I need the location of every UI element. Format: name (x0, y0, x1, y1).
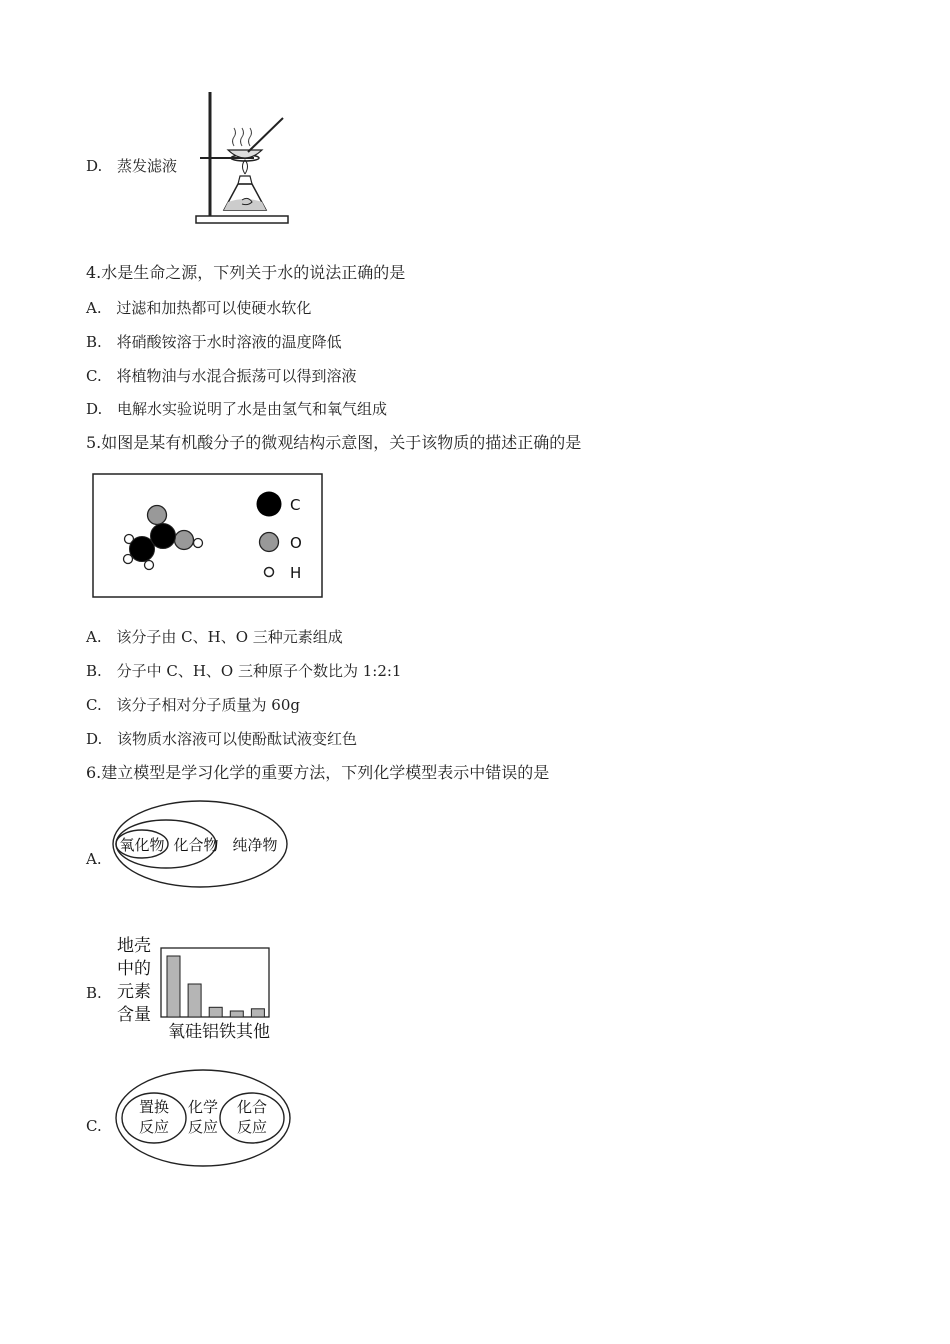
question-5-stem (86, 433, 581, 453)
option-text: 该分子相对分子质量为 60g (116, 696, 300, 714)
option-text: 分子中 C、H、O 三种原子个数比为 1:2:1 (116, 662, 402, 680)
option-letter: A. (86, 299, 102, 317)
evaporation-apparatus-figure (188, 88, 298, 228)
ylabel-line: 地壳 (117, 936, 151, 956)
right-label: 化合 (236, 1098, 268, 1116)
q5-option-b (86, 661, 401, 681)
hydrogen-atom (145, 561, 154, 570)
option-text: 该物质水溶液可以使酚酞试液变红色 (117, 730, 358, 748)
q5-option-a (86, 627, 343, 647)
legend-hydrogen-label: H (290, 564, 302, 582)
question-4-stem (86, 263, 405, 283)
bar-铁 (230, 1011, 243, 1017)
question-6-stem (86, 763, 549, 783)
option-letter: D. (86, 157, 103, 175)
question-text: 如图是某有机酸分子的微观结构示意图，关于该物质的描述正确的是 (101, 433, 582, 452)
bar-氧 (167, 956, 180, 1017)
option-letter: B. (86, 662, 102, 680)
q6-option-b-chart (112, 934, 284, 1044)
option-text: 该分子由 C、H、O 三种元素组成 (116, 628, 343, 646)
ylabel-line: 元素 (117, 982, 151, 1002)
q4-option-b (86, 332, 342, 352)
molecule-model-figure (92, 473, 324, 599)
bar-其他 (251, 1009, 264, 1017)
inner-label: 氧化物 (119, 836, 165, 854)
question-text: 建立模型是学习化学的重要方法，下列化学模型表示中错误的是 (101, 763, 550, 782)
bar-硅 (188, 984, 201, 1017)
middle-label: 化合物 (173, 836, 219, 854)
legend-oxygen-label: O (290, 534, 302, 552)
option-letter: B. (86, 333, 102, 351)
question-text: 水是生命之源，下列关于水的说法正确的是 (101, 263, 406, 282)
center-label: 反应 (187, 1118, 219, 1136)
q4-option-d (86, 399, 387, 419)
q5-option-c (86, 695, 300, 715)
q6-option-a-letter: A. (86, 850, 102, 868)
legend-carbon-swatch (257, 492, 282, 517)
question-number: 6. (86, 763, 102, 782)
ylabel-line: 含量 (117, 1005, 151, 1025)
ylabel-line: 中的 (117, 959, 151, 979)
question-number: 4. (86, 263, 102, 282)
option-text: 电解水实验说明了水是由氢气和氧气组成 (117, 400, 388, 418)
bar-铝 (209, 1007, 222, 1017)
center-label: 化学 (187, 1098, 219, 1116)
carbon-atom (151, 524, 176, 549)
option-letter: D. (86, 730, 103, 748)
q6-option-a-figure (110, 798, 292, 892)
q4-option-c (86, 366, 357, 386)
oxygen-atom (148, 506, 167, 525)
left-label: 反应 (138, 1118, 170, 1136)
q6-option-b-letter: B. (86, 984, 102, 1002)
oxygen-atom (175, 531, 194, 550)
option-text: 蒸发滤液 (117, 157, 178, 175)
category-labels: 氧硅铝铁其他 (168, 1022, 270, 1042)
outer-label: 纯净物 (232, 836, 278, 854)
left-label: 置换 (138, 1098, 170, 1116)
option-text: 将硝酸铵溶于水时溶液的温度降低 (116, 333, 342, 351)
right-label: 反应 (236, 1118, 268, 1136)
option-letter: C. (86, 367, 102, 385)
q3-option-d (86, 156, 177, 176)
legend-oxygen-swatch (260, 533, 279, 552)
option-text: 过滤和加热都可以使硬水软化 (116, 299, 312, 317)
legend-hydrogen-swatch (265, 568, 274, 577)
option-letter: D. (86, 400, 103, 418)
q6-option-c-letter: C. (86, 1117, 102, 1135)
option-letter: C. (86, 696, 102, 714)
question-number: 5. (86, 433, 102, 452)
q4-option-a (86, 298, 311, 318)
option-letter: A. (86, 628, 102, 646)
legend-carbon-label: C (290, 496, 301, 514)
q6-option-c-figure (112, 1066, 294, 1170)
hydrogen-atom (194, 539, 203, 548)
q5-option-d (86, 729, 357, 749)
option-text: 将植物油与水混合振荡可以得到溶液 (116, 367, 357, 385)
